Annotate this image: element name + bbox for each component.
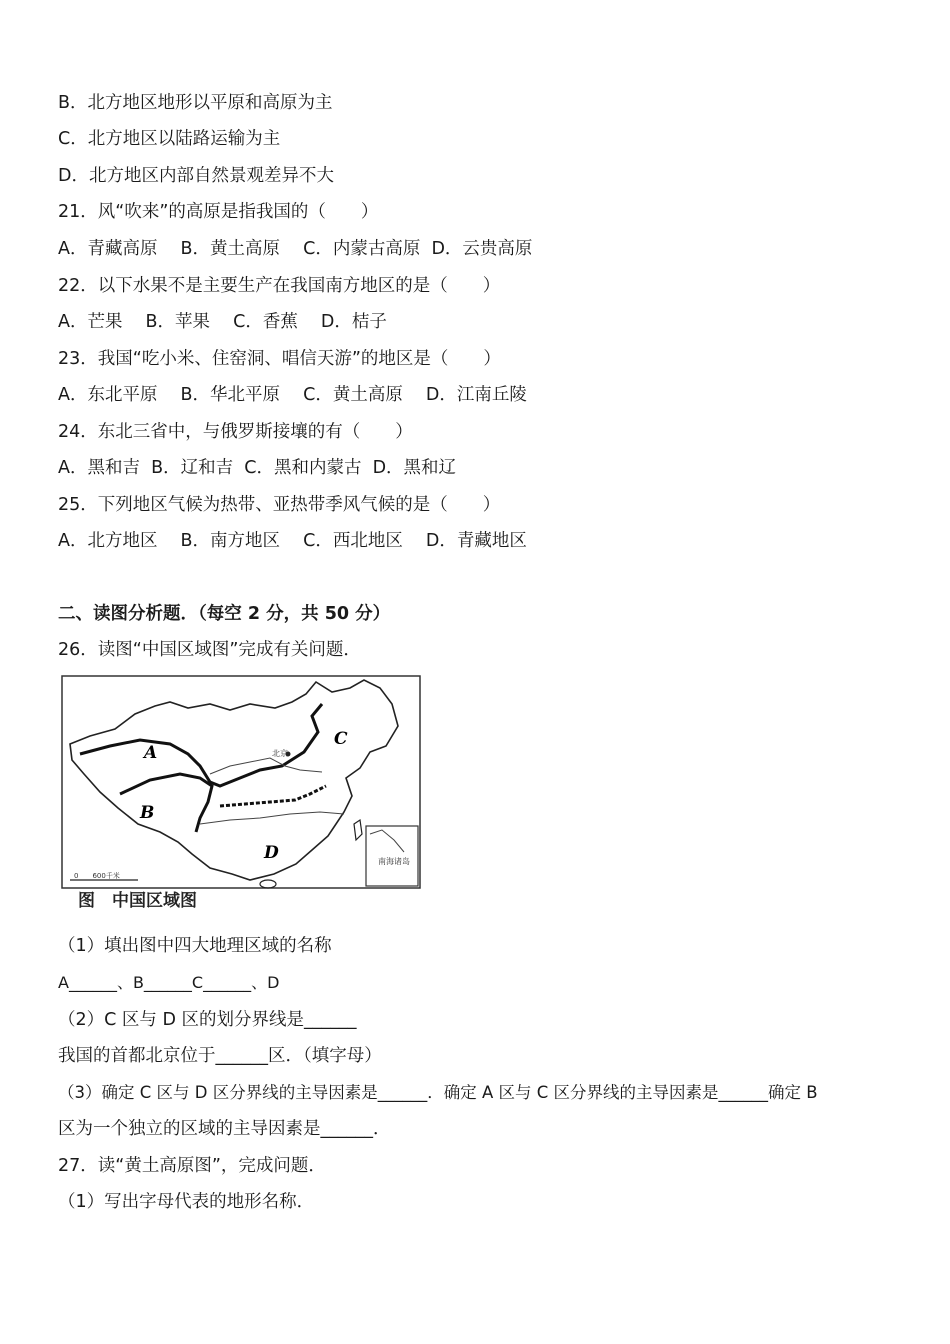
q24-stem: 24．东北三省中，与俄罗斯接壤的有（ ） (58, 422, 413, 442)
q22-stem: 22．以下水果不是主要生产在我国南方地区的是（ ） (58, 276, 501, 296)
q25-stem: 25．下列地区气候为热带、亚热带季风气候的是（ ） (58, 495, 501, 515)
q26-part1: （1）填出图中四大地理区域的名称 (58, 936, 332, 956)
q26-stem: 26．读图“中国区域图”完成有关问题． (58, 640, 361, 660)
q27-part1: （1）写出字母代表的地形名称． (58, 1192, 315, 1212)
q25-options: A．北方地区 B．南方地区 C．西北地区 D．青藏地区 (58, 531, 527, 551)
scale-label: 0 600千米 (74, 872, 120, 880)
q20-option-d: D．北方地区内部自然景观差异不大 (58, 166, 334, 186)
q23-stem: 23．我国“吃小米、住窑洞、唱信天游”的地区是（ ） (58, 349, 501, 369)
q26-part2: （2）C 区与 D 区的划分界线是______ (58, 1010, 357, 1030)
south-sea-inset (366, 826, 418, 886)
region-d-label: D (264, 843, 279, 863)
q23-options: A．东北平原 B．华北平原 C．黄土高原 D．江南丘陵 (58, 385, 527, 405)
q21-stem: 21．风“吹来”的高原是指我国的（ ） (58, 202, 379, 222)
region-c-label: C (334, 729, 348, 749)
region-b-label: B (140, 803, 155, 823)
beijing-label: 北京 (272, 749, 288, 758)
south-sea-label: 南海诸岛 (378, 857, 410, 866)
q26-part3-continued: 区为一个独立的区域的主导因素是______． (58, 1119, 391, 1139)
q26-part3: （3）确定 C 区与 D 区分界线的主导因素是______．确定 A 区与 C 区分界线的主导因素是______确定 B (58, 1083, 818, 1102)
q24-options: A．黑和吉 B．辽和吉 C．黑和内蒙古 D．黑和辽 (58, 458, 457, 478)
q21-options: A．青藏高原 B．黄土高原 C．内蒙古高原 D．云贵高原 (58, 239, 533, 259)
q22-options: A．芒果 B．苹果 C．香蕉 D．桔子 (58, 312, 387, 332)
q20-option-b: B．北方地区地形以平原和高原为主 (58, 93, 333, 113)
region-a-label: A (144, 743, 158, 763)
q26-part1-blanks: A______、B______C______、D (58, 973, 280, 992)
q20-option-c: C．北方地区以陆路运输为主 (58, 129, 281, 149)
china-region-map-svg (60, 674, 424, 914)
china-region-map (60, 674, 424, 914)
q27-stem: 27．读“黄土高原图”，完成问题． (58, 1156, 326, 1176)
map-caption: 图 中国区域图 (78, 891, 197, 911)
q26-part2-beijing: 我国的首都北京位于______区．（填字母） (58, 1046, 382, 1066)
section-2-heading: 二、读图分析题．（每空 2 分，共 50 分） (58, 604, 391, 624)
